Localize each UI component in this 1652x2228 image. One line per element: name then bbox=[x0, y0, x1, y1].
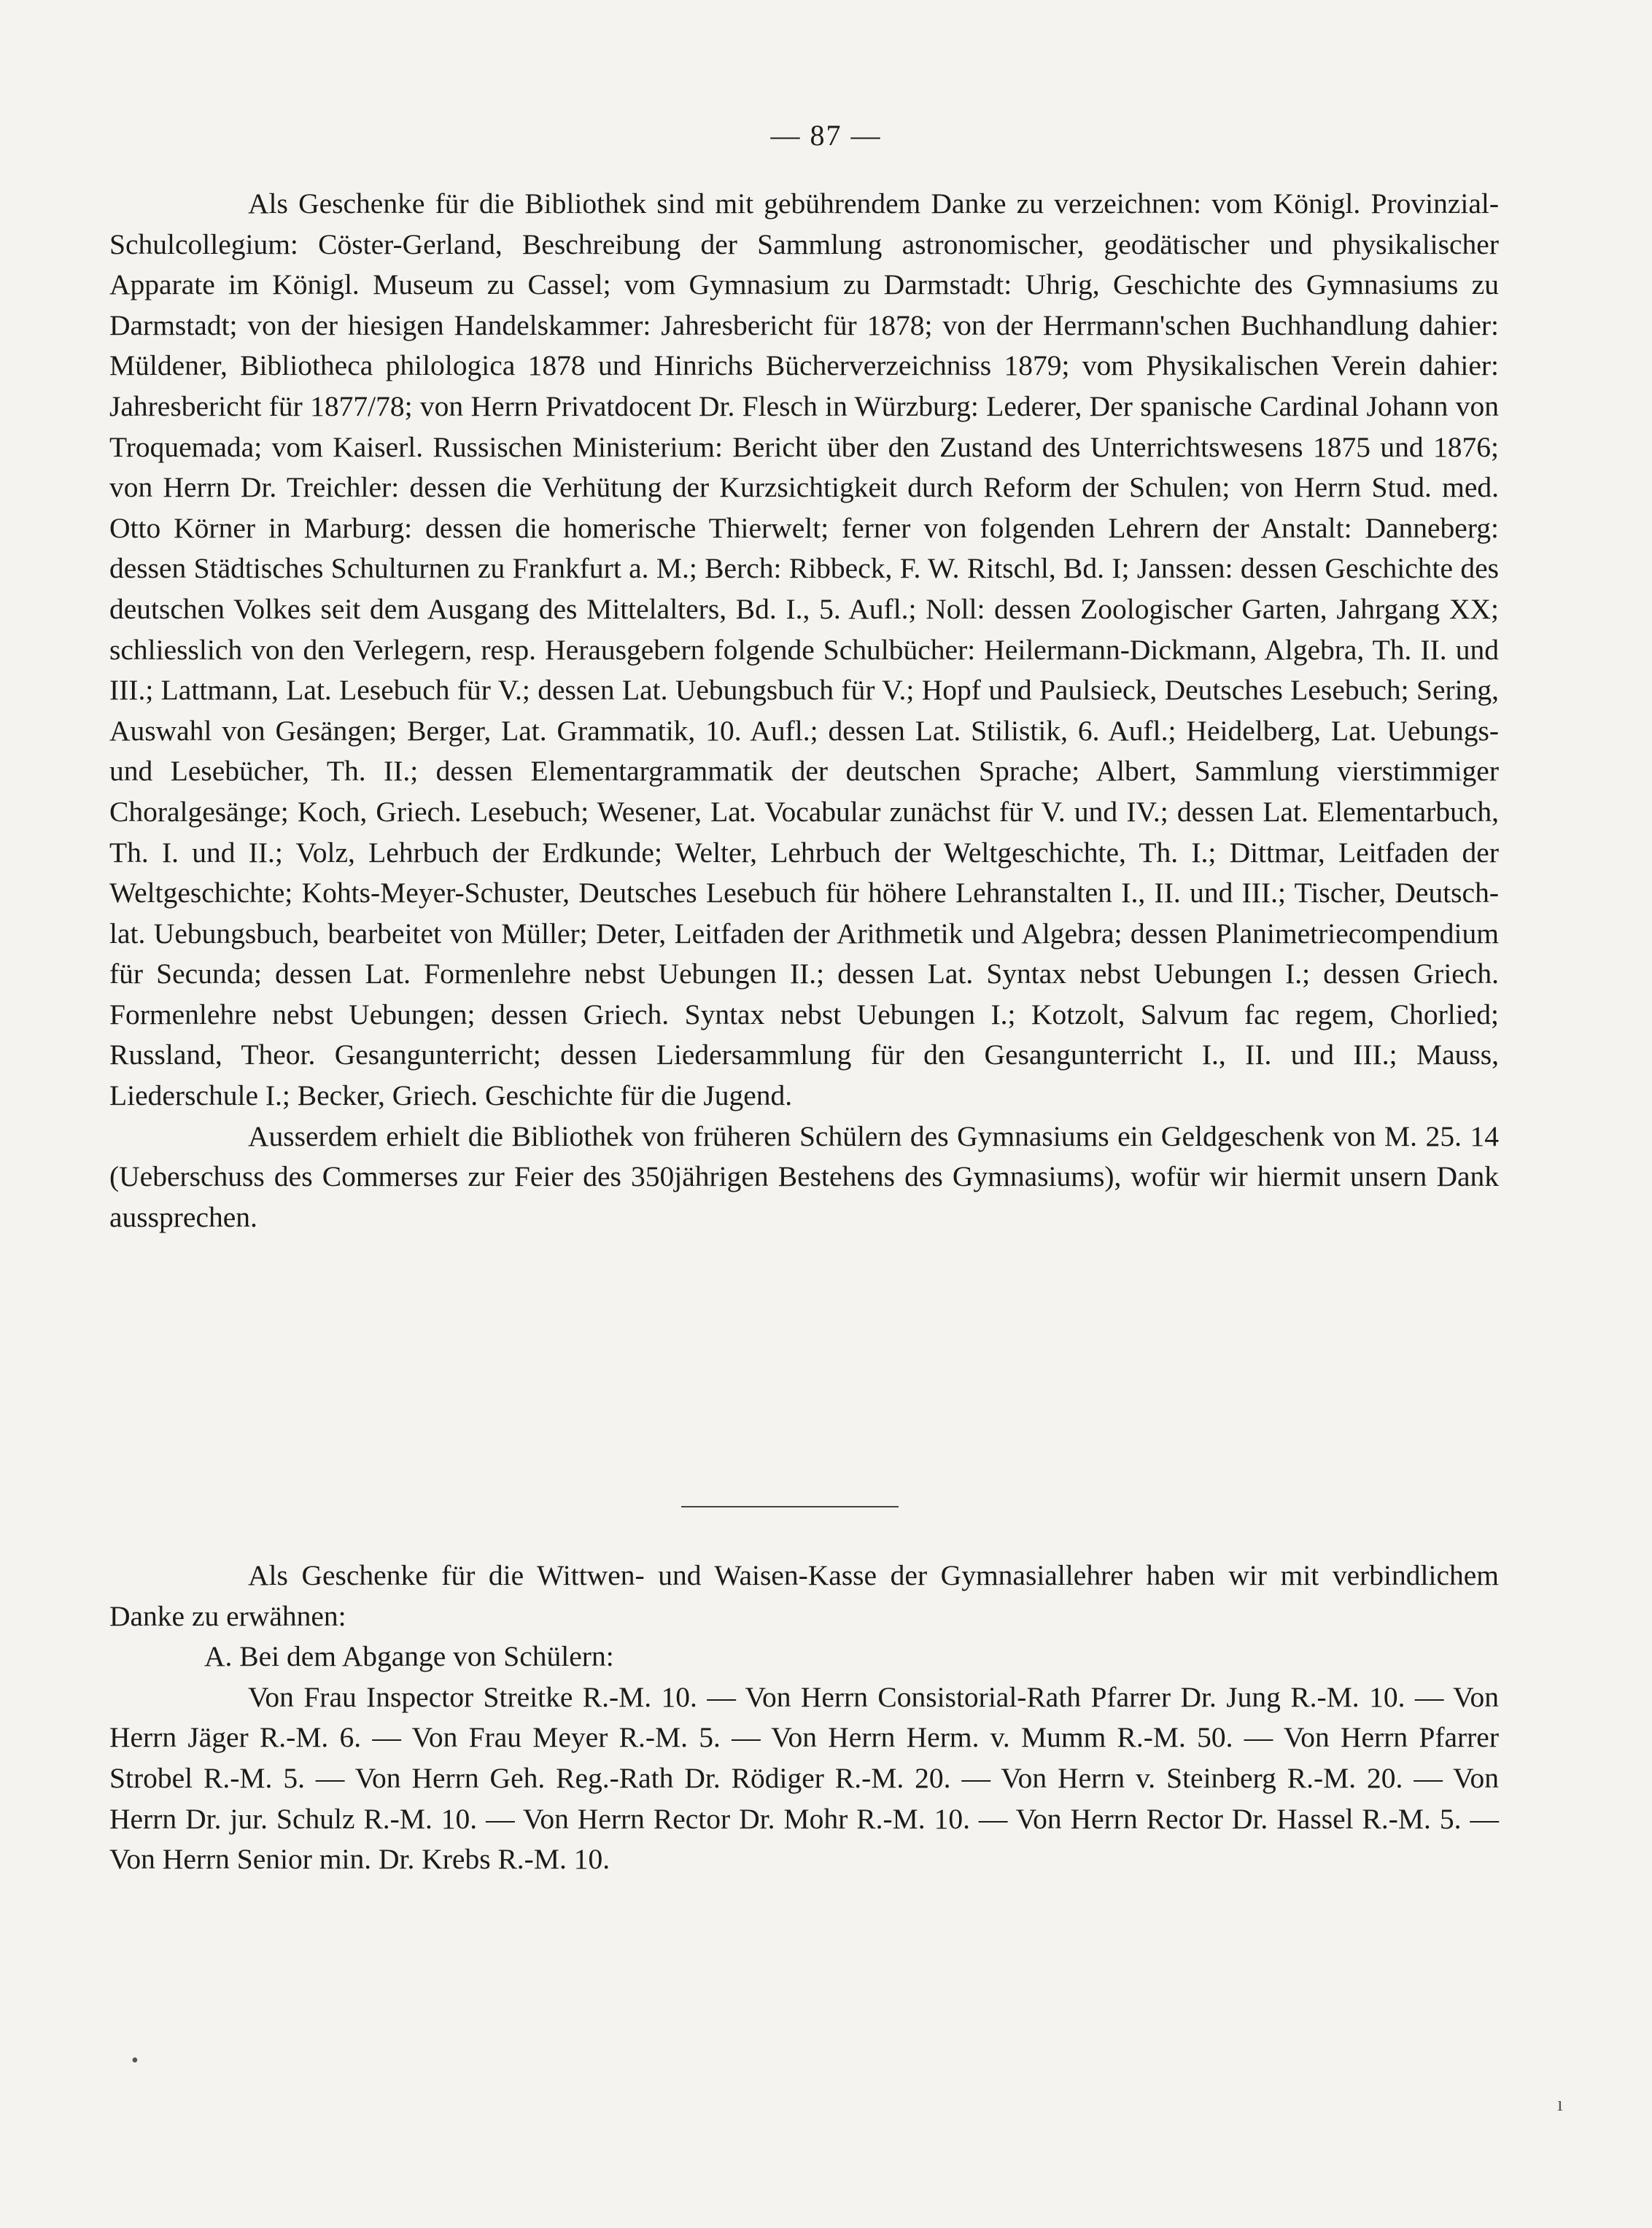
section-a-heading: A. Bei dem Abgange von Schülern: bbox=[204, 1640, 614, 1673]
paper-speck-marks: • bbox=[131, 2049, 139, 2072]
fund-intro-paragraph: Als Geschenke für die Wittwen- und Waisen-Kasse der Gymnasiallehrer haben wir mit verbindlichem Danke zu erwähnen: bbox=[109, 1559, 1499, 1632]
page-number: — 87 — bbox=[770, 119, 882, 152]
widow-orphan-fund-section bbox=[109, 1556, 1499, 1880]
section-a-donations: Von Frau Inspector Streitke R.-M. 10. — Von Herrn Consistorial-Rath Pfarrer Dr. Jung R.-M. 10. — Von Herrn Jäger R.-M. 6. — Von Frau Meyer R.-M. 5. — Von Herrn Herm. v. Mumm R.-M. 50. — Von Herrn Pfarrer Strobel R.-M. 5. — Von Herrn Geh. Reg.-Rath Dr. Rödiger R.-M. 20. — Von Herrn v. Steinberg R.-M. 20. — Von Herrn Dr. jur. Schulz R.-M. 10. — Von Herrn Rector Dr. Mohr R.-M. 10. — Von Herrn Rector Dr. Hassel R.-M. 5. — Von Herrn Senior min. Dr. Krebs R.-M. 10. bbox=[109, 1680, 1499, 1876]
library-gifts-section bbox=[109, 184, 1499, 1238]
paper-speck-marks: ı bbox=[1557, 2093, 1563, 2116]
money-gift-paragraph: Ausserdem erhielt die Bibliothek von früheren Schülern des Gymnasiums ein Geldgeschenk von M. 25. 14 (Ueberschuss des Commerses zur Feier des 350jährigen Bestehens des Gymnasiums), wofür wir hiermit unsern Dank aussprechen. bbox=[109, 1119, 1499, 1233]
section-divider bbox=[681, 1506, 899, 1507]
library-gifts-paragraph: Als Geschenke für die Bibliothek sind mit gebührendem Danke zu verzeichnen: vom Königl. Provinzial-Schulcollegium: Cöster-Gerland, Beschreibung der Sammlung astronomischer, geodätischer und physikalischer Apparate im Königl. Museum zu Cassel; vom Gymnasium zu Darmstadt: Uhrig, Geschichte des Gymnasiums zu Darmstadt; von der hiesigen Handelskammer: Jahresbericht für 1878; von der Herrmann'schen Buchhandlung dahier: Müldener, Bibliotheca philologica 1878 und Hinrichs Bücherverzeichniss 1879; vom Physikalischen Verein dahier: Jahresbericht für 1877/78; von Herrn Privatdocent Dr. Flesch in Würzburg: Lederer, Der spanische Cardinal Johann von Troquemada; vom Kaiserl. Russischen Ministerium: Bericht über den Zustand des Unterrichtswesens 1875 und 1876; von Herrn Dr. Treichler: dessen die Verhütung der Kurzsichtigkeit durch Reform der Schulen; von Herrn Stud. med. Otto Körner in Marburg: dessen die homerische Thierwelt; ferner von folgenden Lehrern der Anstalt: Danneberg: dessen Städtisches Schulturnen zu Frankfurt a. M.; Berch: Ribbeck, F. W. Ritschl, Bd. I; Janssen: dessen Geschichte des deutschen Volkes seit dem Ausgang des Mittelalters, Bd. I., 5. Aufl.; Noll: dessen Zoologischer Garten, Jahrgang XX; schliesslich von den Verlegern, resp. Herausgebern folgende Schulbücher: Heilermann-Dickmann, Algebra, Th. II. und III.; Lattmann, Lat. Lesebuch für V.; dessen Lat. Uebungsbuch für V.; Hopf und Paulsieck, Deutsches Lesebuch; Sering, Auswahl von Gesängen; Berger, Lat. Grammatik, 10. Aufl.; dessen Lat. Stilistik, 6. Aufl.; Heidelberg, Lat. Uebungs- und Lesebücher, Th. II.; dessen Elementargrammatik der deutschen Sprache; Albert, Sammlung vierstimmiger Choralgesänge; Koch, Griech. Lesebuch; Wesener, Lat. Vocabular zunächst für V. und IV.; dessen Lat. Elementarbuch, Th. I. und II.; Volz, Lehrbuch der Erdkunde; Welter, Lehrbuch der Weltgeschichte, Th. I.; Dittmar, Leitfaden der Weltgeschichte; Kohts-Meyer-Schuster, Deutsches Lesebuch für höhere Lehranstalten I., II. und III.; Tischer, Deutsch-lat. Uebungsbuch, bearbeitet von Müller; Deter, Leitfaden der Arithmetik und Algebra; dessen Planimetriecompendium für Secunda; dessen Lat. Formenlehre nebst Uebungen II.; dessen Lat. Syntax nebst Uebungen I.; dessen Griech. Formenlehre nebst Uebungen; dessen Griech. Syntax nebst Uebungen I.; Kotzolt, Salvum fac regem, Chorlied; Russland, Theor. Gesangunterricht; dessen Liedersammlung für den Gesangunterricht I., II. und III.; Mauss, Liederschule I.; Becker, Griech. Geschichte für die Jugend. bbox=[109, 187, 1499, 1112]
